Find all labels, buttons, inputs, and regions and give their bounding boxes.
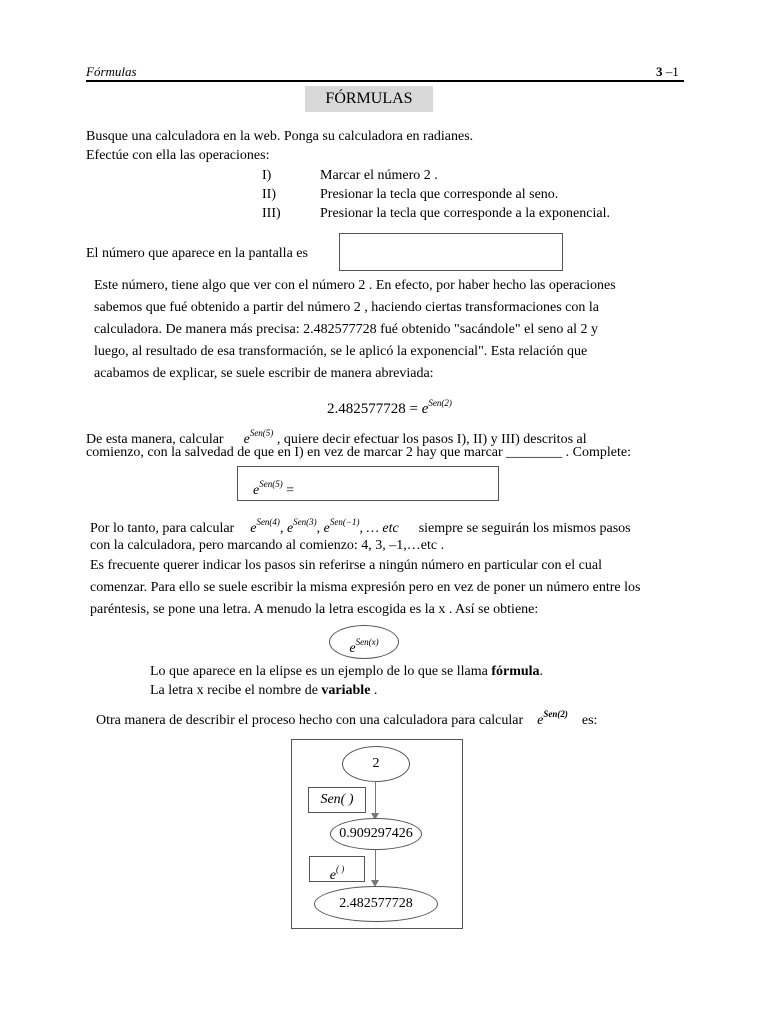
diagram-mid-node: 0.909297426 [330,818,422,850]
step-2-text: Presionar la tecla que corresponde al seno. [320,187,559,202]
diagram-exp-op [309,856,365,882]
therefore-pre: Por lo tanto, para calcular [90,521,235,536]
therefore-expr-1-base: e [250,521,257,536]
therefore-line-4: comenzar. Para ello se suele escribir la misma expresión pero en vez de poner un número entre los [90,580,641,595]
diagram-start-node: 2 [342,746,410,782]
therefore-line-3: Es frecuente querer indicar los pasos sin referirse a ningún número en particular con el cual [90,558,602,573]
step-3 [262,203,610,225]
page-number-bold: 3 [656,64,663,79]
equation-base: e [421,401,429,417]
other-way-post: es: [581,713,598,728]
equation-exp: Sen(2) [428,398,452,408]
diagram-exp-sup: ( ) [335,864,345,874]
therefore-expr-1-exp: Sen(4) [256,517,280,527]
other-way-base: e [537,713,544,728]
therefore-post: siempre se seguirán los mismos pasos [418,521,631,536]
diagram-sen-label: Sen( ) [320,792,354,807]
calc5-exp: Sen(5) [249,428,274,438]
equation [327,393,452,421]
explanation-line-1: Este número, tiene algo que ver con el número 2 . En efecto, por haber hecho las operaciones [94,278,616,293]
complete-expr [253,474,294,502]
therefore-expr-3-exp: Sen(−1) [329,517,360,527]
explanation-line-2: sabemos que fué obtenido a partir del número 2 , haciendo ciertas transformaciones con la [94,300,599,315]
other-way-line [96,704,597,732]
therefore-line-5: paréntesis, se pone una letra. A menudo la letra escogida es la x . Así se obtiene: [90,602,539,617]
therefore-line-2: con la calculadora, pero marcando al comienzo: 4, 3, –1,…etc . [90,538,445,553]
complete-eq: = [282,483,295,498]
step-3-text: Presionar la tecla que corresponde a la exponencial. [320,206,610,221]
calc5-base: e [243,432,250,447]
ellipse-base: e [349,641,356,656]
calc5-line-2: comienzo, con la salvedad de que en I) en vez de marcar 2 hay que marcar ________ . Complete: [86,445,632,460]
diagram-end-node: 2.482577728 [314,886,438,922]
formula-term: fórmula [491,664,540,679]
diagram-exp-base: e [329,868,336,883]
formula-note-1-pre: Lo que aparece en la elipse es un ejemplo de lo que se llama [150,664,492,679]
therefore-expr-2-base: e [286,521,294,536]
therefore-line-1: Por lo tanto, para calcular $e^{Sen(4)}$, $e^{Sen(3)}$, $e^{Sen(-1)}$, … etc siempre se seguirán los mismos pasos [90,517,631,536]
formula-ellipse [329,625,399,659]
page-title: FÓRMULAS [305,86,433,112]
step-1-num: I) [262,168,272,183]
explanation-line-5: acabamos de explicar, se suele escribir de manera abreviada: [94,366,434,381]
explanation-line-4: luego, al resultado de esa transformación, se le aplicó la exponencial". Esta relación que [94,344,588,359]
therefore-expr-2-exp: Sen(3) [293,517,317,527]
equation-lhs: 2.482577728 = [327,401,422,417]
header-rule [86,80,684,82]
formula-note-1-post: . [539,664,544,679]
diagram-sen-op [308,787,366,813]
therefore-expr-3-base: e [323,521,330,536]
screen-prompt: El número que aparece en la pantalla es [86,246,308,261]
page-number-rest: –1 [662,64,679,79]
complete-exp: Sen(5) [259,479,283,489]
variable-term: variable [321,683,371,698]
intro-line-2: Efectúe con ella las operaciones: [86,148,270,163]
diagram-line-2 [375,849,376,881]
page-number [656,64,679,80]
therefore-etc: , … etc [359,521,399,536]
explanation-line-3: calculadora. De manera más precisa: 2.482577728 fué obtenido "sacándole" el seno al 2 y [94,322,598,337]
formula-note-2 [150,680,377,702]
calc5-pre: De esta manera, calcular [86,432,224,447]
complete-base: e [253,483,260,498]
formula-note-2-post: . [370,683,378,698]
diagram-line-1 [375,781,376,814]
step-1-text: Marcar el número 2 . [320,168,438,183]
screen-answer-box[interactable] [339,233,563,271]
ellipse-exp: Sen(x) [355,637,379,647]
intro-line-1: Busque una calculadora en la web. Ponga su calculadora en radianes. [86,129,474,144]
step-3-num: III) [262,206,281,221]
complete-box[interactable] [237,466,499,501]
other-way-pre: Otra manera de describir el proceso hecho con una calculadora para calcular [96,713,524,728]
other-way-exp: Sen(2) [543,709,568,719]
header-title: Fórmulas [86,64,137,79]
calc5-post: , quiere decir efectuar los pasos I), II) y III) descritos al [273,432,587,447]
formula-note-2-pre: La letra x recibe el nombre de [150,683,322,698]
step-2-num: II) [262,187,276,202]
